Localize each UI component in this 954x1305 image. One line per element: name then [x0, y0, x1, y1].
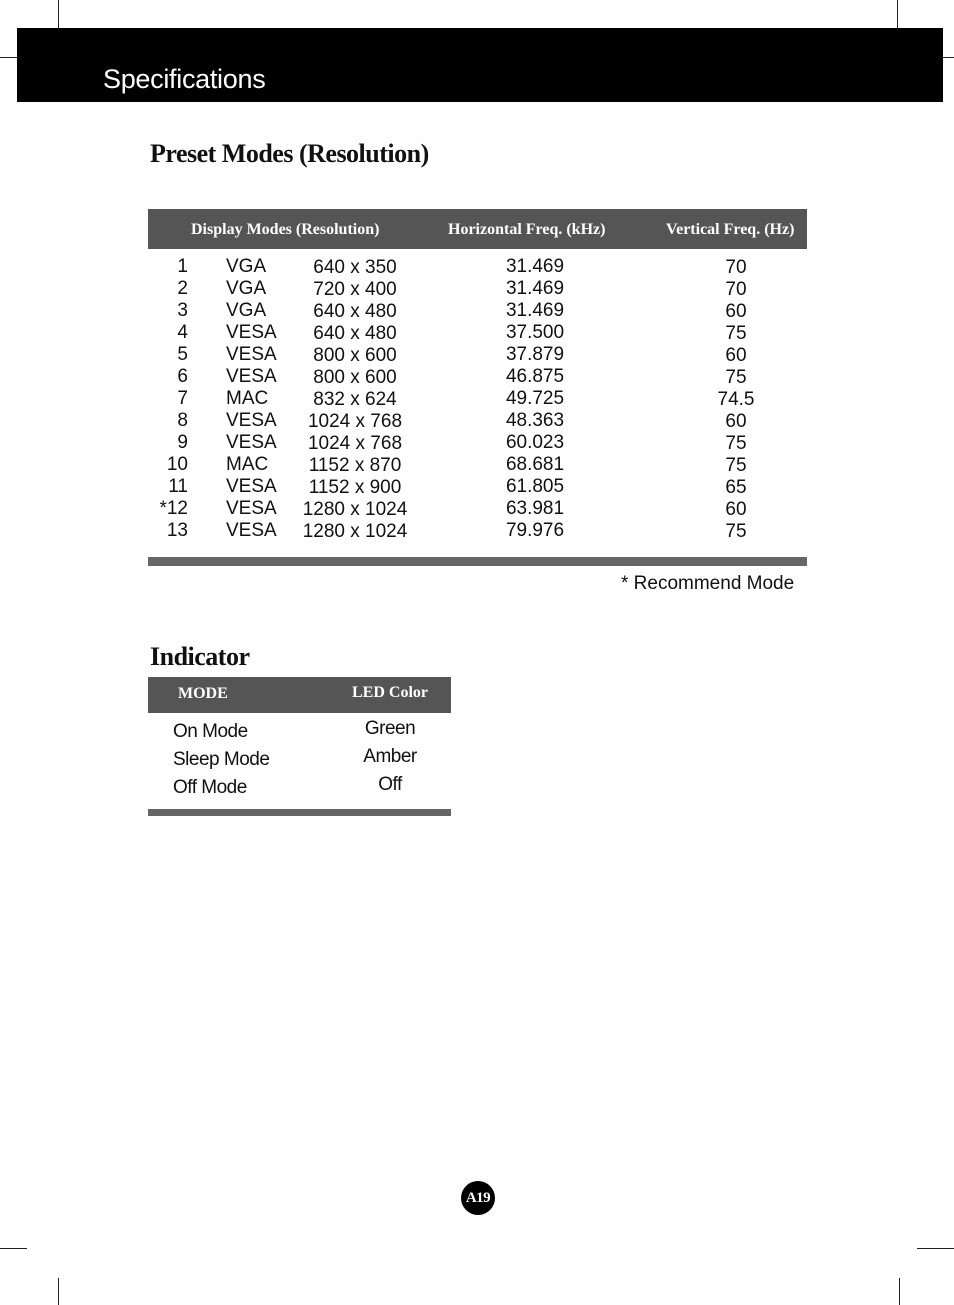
table-cell: On Mode: [173, 721, 248, 742]
table-cell: 70: [725, 279, 747, 300]
table-cell: 31.469: [505, 300, 565, 321]
col-header-h-freq: Horizontal Freq. (kHz): [448, 221, 606, 238]
table-cell: 11: [168, 476, 188, 497]
table-cell: VGA: [226, 256, 267, 277]
crop-mark: [943, 57, 954, 58]
table-cell: 60: [725, 345, 747, 366]
table-cell: 640 x 480: [313, 301, 397, 322]
header-bar: [17, 28, 943, 102]
table-cell: 13: [166, 520, 188, 541]
preset-modes-title: Preset Modes (Resolution): [150, 139, 429, 168]
recommend-mode-note: * Recommend Mode: [621, 573, 795, 594]
table-cell: VESA: [226, 476, 277, 497]
table-cell: MAC: [226, 454, 269, 475]
table-cell: 1024 x 768: [307, 433, 403, 454]
table-cell: 48.363: [505, 410, 565, 431]
table-cell: 60: [725, 499, 747, 520]
crop-mark: [917, 1248, 954, 1249]
table-cell: 10: [166, 454, 188, 475]
table-cell: 3: [177, 300, 188, 321]
col-header-v-freq: Vertical Freq. (Hz): [666, 221, 795, 238]
col-horizontal-freq: [485, 256, 585, 542]
table-cell: VESA: [226, 432, 277, 453]
preset-table-header: [148, 209, 807, 249]
table-cell: 1024 x 768: [307, 411, 403, 432]
page-number-badge: A19: [461, 1181, 495, 1215]
col-resolution: [290, 257, 420, 543]
table-cell: Green: [364, 718, 416, 739]
table-cell: 63.981: [505, 498, 565, 519]
table-cell: 65: [725, 477, 747, 498]
table-cell: 61.805: [505, 476, 565, 497]
crop-mark: [897, 0, 898, 28]
table-cell: 1152 x 870: [308, 455, 402, 476]
col-header-display-modes: Display Modes (Resolution): [191, 221, 380, 238]
table-cell: VESA: [226, 520, 277, 541]
table-cell: 1280 x 1024: [302, 521, 408, 542]
table-cell: 37.879: [505, 344, 565, 365]
table-cell: VESA: [226, 344, 277, 365]
table-cell: 31.469: [505, 256, 565, 277]
crop-mark: [58, 1278, 59, 1305]
table-cell: Off Mode: [173, 777, 247, 798]
table-cell: 1152 x 900: [308, 477, 402, 498]
table-cell: 46.875: [505, 366, 565, 387]
table-cell: VESA: [226, 498, 277, 519]
table-cell: 74.5: [717, 389, 755, 410]
table-cell: MAC: [226, 388, 269, 409]
table-cell: VESA: [226, 410, 277, 431]
table-cell: 75: [725, 433, 747, 454]
table-cell: Amber: [363, 746, 417, 767]
table-cell: VGA: [226, 300, 267, 321]
col-vertical-freq: [696, 257, 776, 543]
table-cell: VGA: [226, 278, 267, 299]
crop-mark: [899, 1278, 900, 1305]
table-cell: *12: [159, 498, 188, 519]
table-cell: 832 x 624: [313, 389, 397, 410]
col-mode-number: [148, 256, 188, 542]
crop-mark: [0, 57, 17, 58]
table-cell: 4: [177, 322, 188, 343]
table-cell: 60: [725, 301, 747, 322]
table-cell: VESA: [226, 322, 277, 343]
table-cell: 75: [725, 323, 747, 344]
col-led-color: [350, 715, 430, 799]
col-indicator-mode: [173, 718, 313, 802]
table-cell: 640 x 350: [313, 257, 397, 278]
table-cell: 800 x 600: [313, 367, 397, 388]
table-cell: 640 x 480: [313, 323, 397, 344]
col-header-mode: MODE: [178, 685, 228, 702]
table-cell: 68.681: [505, 454, 565, 475]
table-cell: Off: [378, 774, 402, 795]
table-cell: VESA: [226, 366, 277, 387]
table-cell: 75: [725, 455, 747, 476]
table-cell: 9: [177, 432, 188, 453]
table-cell: 800 x 600: [313, 345, 397, 366]
col-header-led-color: LED Color: [352, 684, 428, 701]
table-cell: 31.469: [505, 278, 565, 299]
crop-mark: [58, 0, 59, 28]
table-cell: 1: [177, 256, 188, 277]
table-cell: 60: [725, 411, 747, 432]
table-cell: 49.725: [505, 388, 565, 409]
table-cell: 37.500: [505, 322, 565, 343]
table-cell: 5: [177, 344, 188, 365]
indicator-table-header: [148, 677, 451, 713]
table-cell: 1280 x 1024: [302, 499, 408, 520]
table-cell: 60.023: [505, 432, 565, 453]
table-cell: 6: [177, 366, 188, 387]
table-cell: 720 x 400: [313, 279, 397, 300]
col-standard: [226, 256, 296, 542]
crop-mark: [0, 1248, 27, 1249]
table-cell: 7: [177, 388, 188, 409]
table-cell: 75: [725, 521, 747, 542]
table-cell: 70: [725, 257, 747, 278]
table-cell: 2: [177, 278, 188, 299]
table-bottom-rule: [148, 557, 807, 566]
table-cell: 75: [725, 367, 747, 388]
table-cell: 8: [177, 410, 188, 431]
table-cell: Sleep Mode: [173, 749, 270, 770]
page-header-title: Specifications: [103, 64, 266, 94]
indicator-title: Indicator: [150, 642, 250, 671]
indicator-bottom-rule: [148, 809, 451, 816]
table-cell: 79.976: [505, 520, 565, 541]
